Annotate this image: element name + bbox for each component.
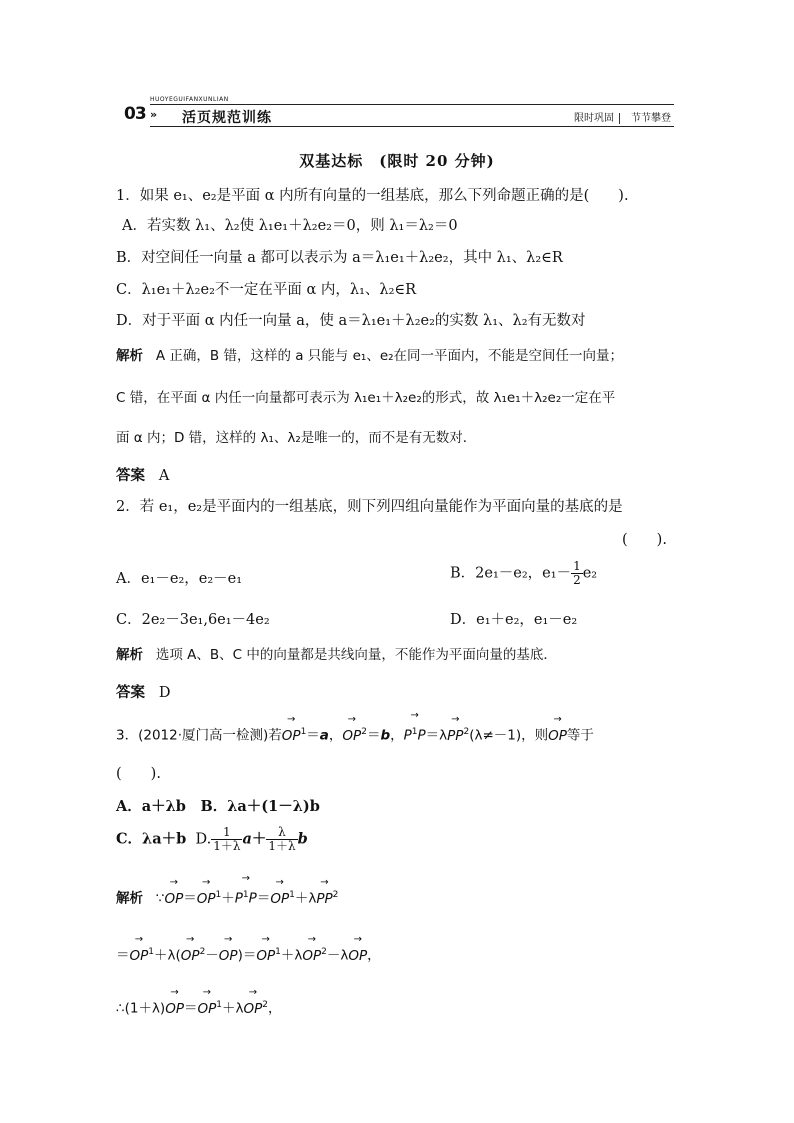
q2-stem: 2．若 e₁，e₂是平面内的一组基底，则下列四组向量能作为平面向量的基底的是 [116, 499, 623, 515]
q3-analysis-line1: 解析 ∵→ $OP=\to OP^1+\to P^1P=\to OP^1+\lambda\to PP^2$ [116, 885, 338, 909]
q2-option-d: D．e₁＋e₂，e₁－e₂ [450, 612, 578, 628]
q1-analysis-line1 [116, 346, 623, 366]
header-pinyin: HUOYEGUIFANXUNLIAN [150, 96, 229, 103]
q2-analysis-text: 选项 A、B、C 中的向量都是共线向量，不能作为平面向量的基底． [155, 647, 557, 663]
page-header [124, 96, 674, 130]
q3-option-d-label: D. [195, 831, 212, 848]
q2-option-b-den: 2 [573, 573, 581, 587]
q3-analysis-line2: ＝→ $OP^1+\lambda(\to OP^2-\to OP)=\to OP^1+\lambda\to OP^2-\lambda\to$ OP， [116, 942, 381, 966]
q1-analysis-text1: A 正确，B 错，这样的 a 只能与 e₁、e₂在同一平面内，不能是空间任一向量； [155, 348, 624, 364]
header-rule-top [150, 104, 674, 105]
header-title: 活页规范训练 [182, 110, 272, 126]
q2-option-b-num: 1 [573, 559, 581, 573]
q1-analysis-label: 解析 [116, 348, 143, 364]
q2-option-c: C．2e₂－3e₁,6e₁－4e₂ [116, 612, 270, 628]
q2-paren: ( ). [622, 532, 667, 548]
q1-analysis-line2: C 错，在平面 α 内任一向量都可表示为 λ₁e₁＋λ₂e₂的形式，故 λ₁e₁＋λ₂e₂一定在平 [116, 390, 616, 406]
q3-option-c: C．λa＋b [116, 830, 187, 848]
header-right-1: 限时巩固 [574, 113, 614, 124]
header-rule-bottom [150, 126, 674, 127]
q2-analysis [116, 645, 557, 665]
q1-stem: 1．如果 e₁、e₂是平面 α 内所有向量的一组基底，那么下列命题正确的是( ). [116, 188, 629, 204]
q1-answer-value: A [158, 468, 170, 484]
q2-option-a: A．e₁－e₂，e₂－e₁ [116, 571, 243, 587]
q1-analysis-line3: 面 α 内；D 错，这样的 λ₁、λ₂是唯一的，而不是有无数对． [116, 430, 477, 446]
q1-answer-label: 答案 [116, 468, 145, 484]
q2-answer [116, 683, 170, 703]
header-right [571, 109, 674, 124]
q2-analysis-label: 解析 [116, 647, 143, 663]
q3-analysis-line3: ∴(1＋λ)→ $OP=\to OP^1+\lambda\to OP^2$， [116, 995, 282, 1019]
q1-option-d: D．对于平面 α 内任一向量 a，使 a＝λ₁e₁＋λ₂e₂的实数 λ₁、λ₂有无数对 [116, 313, 586, 329]
q3-paren: ( ). [116, 766, 161, 782]
q1-option-a: A．若实数 λ₁、λ₂使 λ₁e₁＋λ₂e₂＝0，则 λ₁＝λ₂＝0 [122, 218, 458, 234]
q2-option-b-tail: e₂ [582, 565, 598, 582]
q2-option-b-text: B．2e₁－e₂，e₁－ [450, 565, 572, 582]
header-right-2: 节节攀登 [631, 113, 671, 124]
q3-stem-pre: 3．(2012·厦门高一检测)若 [116, 727, 282, 744]
q3-options-cd: C．λa＋b D. $\frac{1}{1+\lambda}$ a＋ $\frac{\lambda}{1+\lambda}$ b [116, 825, 308, 853]
q2-answer-label: 答案 [116, 685, 145, 701]
q3-stem-mid: ，则 [521, 727, 549, 744]
q2-answer-value: D [158, 685, 171, 701]
q3-options-ab: A．a＋λb B．λa＋(1－λ)b [116, 798, 320, 815]
q3-analysis-label: 解析 [116, 890, 143, 907]
q1-option-b: B．对空间任一向量 a 都可以表示为 a＝λ₁e₁＋λ₂e₂，其中 λ₁、λ₂∈R [116, 250, 563, 266]
section-title: 双基达标 (限时 20 分钟) [299, 152, 495, 170]
header-number: 03 [124, 104, 146, 124]
q2-option-b [450, 560, 597, 587]
q1-answer [116, 466, 169, 486]
q3-stem: 3．(2012·厦门高一检测)若→ $OP^1=a$，→ $OP^2=b$，→ $P^1P=\lambda\to PP^2(\lambda\ne-1)$，则→ OP等于 [116, 722, 594, 746]
header-chevron-icon: » [150, 108, 158, 121]
q1-option-c: C．λ₁e₁＋λ₂e₂不一定在平面 α 内，λ₁、λ₂∈R [116, 282, 417, 298]
q3-stem-post: 等于 [566, 727, 594, 744]
